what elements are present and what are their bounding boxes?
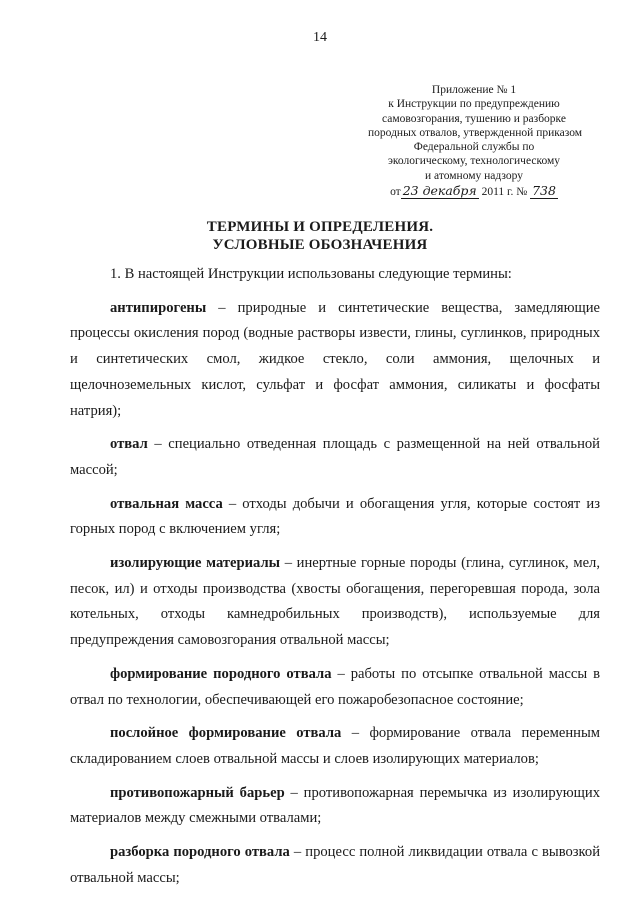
year-text: 2011 г. № [481, 186, 528, 199]
definition-term: антипирогены [110, 299, 207, 316]
definition-paragraph [70, 492, 600, 543]
definition-term: изолирующие материалы [110, 555, 281, 572]
definition-term: противопожарный барьер [110, 784, 285, 801]
definition-paragraph [70, 781, 600, 832]
title-line-1: ТЕРМИНЫ И ОПРЕДЕЛЕНИЯ. [206, 219, 434, 235]
document-body [70, 262, 600, 891]
definition-paragraph [70, 432, 600, 483]
definition-text: – противопожарная перемычка из изолирующих материалов между смежными отвалами; [70, 784, 600, 827]
intro-paragraph: 1. В настоящей Инструкции использованы следующие термины: [110, 266, 512, 282]
section-title [0, 218, 640, 254]
definition-text: – процесс полной ликвидации отвала с вывозкой отвальной массы; [70, 844, 600, 886]
order-date-line [368, 184, 580, 199]
definition-term: отвальная масса [110, 495, 223, 512]
page-number: 14 [313, 30, 327, 45]
definition-paragraph [70, 551, 600, 654]
appendix-line: породных отвалов, утвержденной приказом [368, 126, 583, 139]
definition-text: – специально отведенная площадь с размещенной на ней отвальной массой; [70, 436, 600, 478]
handwritten-date: 23 декабря [402, 183, 477, 199]
definition-text: – работы по отсыпке отвальной массы в отвал по технологии, обеспечивающей его пожаробезопасное состояние; [70, 665, 600, 708]
appendix-line: Федеральной службы по [413, 141, 535, 154]
appendix-line: и атомному надзору [425, 169, 523, 182]
definition-paragraph [70, 662, 600, 713]
appendix-line: Приложение № 1 [431, 84, 517, 96]
title-line-2: УСЛОВНЫЕ ОБОЗНАЧЕНИЯ [212, 237, 428, 253]
definition-paragraph [70, 296, 600, 425]
definition-term: послойное формирование отвала [110, 725, 342, 742]
definition-text: – природные и синтетические вещества, замедляющие процессы окисления пород (водные растворы извести, глины, суглинков, природных и синтетических смол, жидкое стекло, соли аммония, щелочных и щелочноземельных кислот, сульфат и фосфат аммония, силикаты и фосфаты натрия); [70, 299, 600, 419]
definition-term: отвал [110, 436, 148, 453]
definition-text: – инертные горные породы (глина, суглинок, мел, песок, ил) и отходы производства (хвосты обогащения, перегоревшая порода, зола котельных, отходы камнедробильных производств), используемые для предупреждения самовозгорания отвальной массы; [70, 555, 600, 649]
appendix-header [368, 83, 583, 199]
appendix-line: экологическому, технологическому [387, 155, 561, 168]
definition-term: разборка породного отвала [110, 844, 290, 861]
definition-text: – отходы добычи и обогащения угля, которые состоят из горных пород с включением угля; [70, 495, 600, 538]
definition-paragraph [70, 840, 600, 891]
date-prefix: от [390, 186, 401, 199]
definition-text: – формирование отвала переменным складированием слоев отвальной массы и слоев изолирующих материалов; [70, 725, 600, 767]
appendix-line: самовозгорания, тушению и разборке [382, 112, 566, 125]
definition-paragraph [70, 721, 600, 772]
appendix-line: к Инструкции по предупреждению [388, 98, 560, 111]
handwritten-order-number: 738 [532, 183, 556, 199]
definition-term: формирование породного отвала [110, 665, 332, 682]
